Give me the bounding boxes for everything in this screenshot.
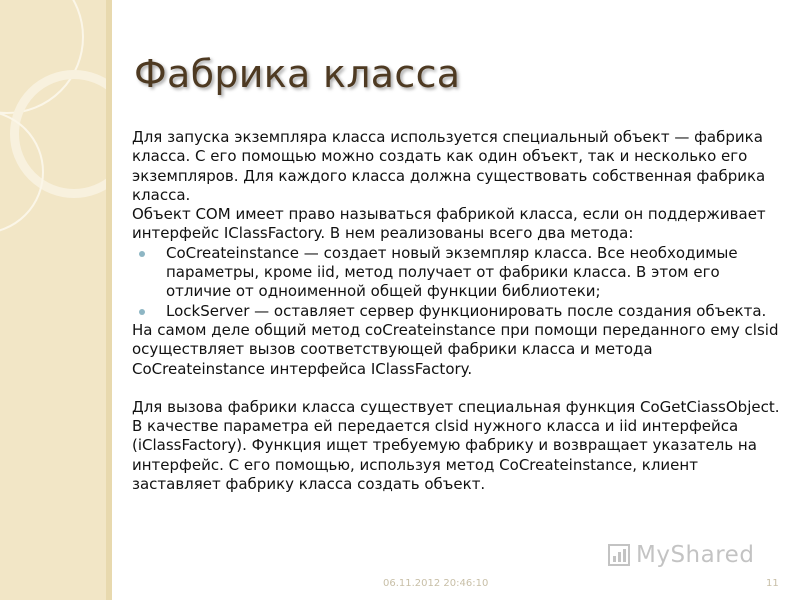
method-list [132, 244, 782, 321]
body-paragraph: Для вызова фабрики класса существует специальная функция CoGetCiassObject. В качестве параметра ей передается clsid нужного класса и iid интерфейса (iClassFactory). Функция ищет требуемую фабрику и возвращает указатель на интерфейс. С его помощью, используя метод CoCreateinstance, клиент заставляет фабрику класса создать объект. [132, 397, 780, 494]
slide-title: Фабрика класса [134, 52, 461, 96]
body-paragraph: Объект COM имеет право называться фабрикой класса, если он поддерживает интерфейс IClassFactory. В нем реализованы всего два метода: [132, 205, 766, 243]
watermark-text: MyShared [636, 542, 755, 568]
body-paragraph: Для запуска экземпляра класса используется специальный объект — фабрика класса. С его помощью можно создать как один объект, так и несколько его экземпляров. Для каждого класса должна существовать собственная фабрика класса. [132, 128, 766, 204]
footer-date: 06.11.2012 20:46:10 [383, 578, 489, 589]
method-list-item: CoCreateinstance — создает новый экземпляр класса. Все необходимые параметры, кроме iid, метод получает от фабрики класса. В этом его отличие от одноименной общей функции библиотеки; [166, 244, 782, 302]
method-list-item: LockServer — оставляет сервер функционировать после создания объекта. [166, 302, 782, 321]
paragraph-spacer [132, 379, 782, 398]
myshared-logo-icon [608, 544, 630, 566]
watermark [608, 540, 754, 570]
slide-body [132, 128, 782, 494]
body-paragraph: На самом деле общий метод coCreateinstance при помощи переданного ему clsid осуществляет вызов соответствующей фабрики класса и метода CoCreateinstance интерфейса IClassFactory. [132, 320, 779, 378]
decorative-left-band [0, 0, 112, 600]
page-number: 11 [766, 578, 779, 589]
